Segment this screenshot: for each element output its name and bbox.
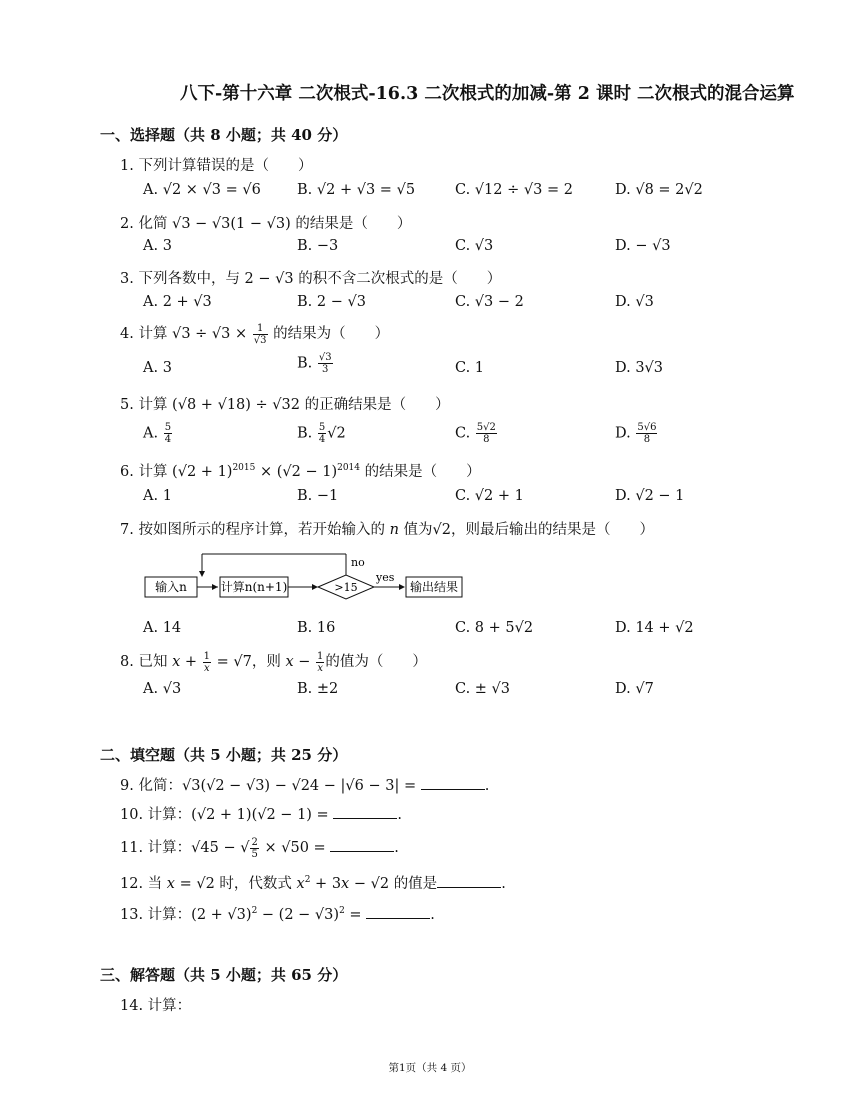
q2-option-c: C. √3	[455, 238, 494, 254]
q7-option-a: A. 14	[143, 620, 182, 636]
q1-option-a: A. √2 × √3 = √6	[143, 182, 261, 198]
page-title: 八下-第十六章 二次根式-16.3 二次根式的加减-第 2 课时 二次根式的混合运算	[180, 84, 795, 104]
q3-option-c: C. √3 − 2	[455, 294, 524, 310]
question-6: 6. 计算 $(√2 + 1)^{2015} \times (√2 - 1)^{2014}$ 的结果是（ ）	[120, 463, 481, 480]
question-10: 10. 计算：(√2 + 1)(√2 − 1) = .	[120, 807, 402, 823]
page-footer: 第1页（共 4 页）	[388, 1062, 472, 1074]
section-fill: 二、填空题（共 5 小题；共 25 分）	[100, 746, 348, 764]
q3-option-a: A. 2 + √3	[143, 294, 212, 310]
question-5: 5. 计算 (√8 + √18) ÷ √32 的正确结果是（ ）	[120, 397, 450, 413]
answer-blank-10[interactable]	[333, 818, 397, 819]
section-answer: 三、解答题（共 5 小题；共 65 分）	[100, 966, 348, 984]
question-8: 8. 已知 x + $\frac{1}{x}$ = √7，则 x − $\frac{1}{x}$ 的值为（ ）	[120, 650, 427, 674]
q7-option-c: C. 8 + 5√2	[455, 620, 534, 636]
q4-option-b: B. $\frac{√3}{3}$	[297, 352, 332, 375]
q1-option-c: C. √12 ÷ √3 = 2	[455, 182, 573, 198]
answer-blank-9[interactable]	[421, 789, 485, 790]
question-7: 7. 按如图所示的程序计算，若开始输入的 n 值为√2，则最后输出的结果是（ ）	[120, 522, 654, 538]
question-9: 9. 化简：√3(√2 − √3) − √24 − |√6 − 3| = .	[120, 778, 490, 794]
q7-option-b: B. 16	[297, 620, 336, 636]
q1-option-d: D. √8 = 2√2	[615, 182, 703, 198]
q7-option-d: D. 14 + √2	[615, 620, 694, 636]
q5-option-d: D. $\frac{5√6}{8}$	[615, 422, 657, 445]
question-12: 12. 当 x = √2 时，代数式 $x^2 + 3x - √2$ 的值是 .	[120, 875, 506, 892]
q6-option-d: D. √2 − 1	[615, 488, 685, 504]
q8-option-a: A. √3	[143, 681, 182, 697]
question-3: 3. 下列各数中，与 2 − √3 的积不含二次根式的是（ ）	[120, 271, 502, 287]
question-14: 14. 计算：	[120, 998, 192, 1014]
flow-input-text: 输入n	[155, 580, 187, 594]
q8-option-d: D. √7	[615, 681, 654, 697]
question-11: 11. 计算：√45 − √ $\frac{2}{5}$ × √50 = .	[120, 836, 399, 860]
q2-option-a: A. 3	[143, 238, 172, 254]
question-4: 4. 计算 √3 ÷ √3 × $\frac{1}{√3}$ 的结果为（ ）	[120, 322, 390, 346]
q5-option-c: C. $\frac{5√2}{8}$	[455, 422, 496, 445]
program-flowchart	[140, 548, 470, 610]
question-13: 13. 计算：$(2 + √3)^2 - (2 - √3)^2$ = .	[120, 906, 435, 923]
q6-option-b: B. −1	[297, 488, 339, 504]
flow-condition-text: >15	[334, 581, 358, 594]
answer-blank-13[interactable]	[366, 918, 430, 919]
flow-yes-label: yes	[376, 571, 395, 584]
q4-option-d: D. 3√3	[615, 360, 664, 376]
question-1: 1. 下列计算错误的是（ ）	[120, 158, 313, 174]
flow-compute-text: 计算n(n+1)	[220, 580, 288, 594]
q2-option-d: D. − √3	[615, 238, 671, 254]
q2-option-b: B. −3	[297, 238, 339, 254]
q3-option-d: D. √3	[615, 294, 654, 310]
q6-option-a: A. 1	[143, 488, 172, 504]
q8-option-b: B. ±2	[297, 681, 339, 697]
q4-option-a: A. 3	[143, 360, 172, 376]
q1-option-b: B. √2 + √3 = √5	[297, 182, 416, 198]
flow-output-text: 输出结果	[409, 580, 459, 594]
flow-no-label: no	[351, 556, 365, 569]
answer-blank-12[interactable]	[437, 887, 501, 888]
q5-option-b: B. $\frac{5}{4}$ √2	[297, 422, 346, 445]
q4-option-c: C. 1	[455, 360, 485, 376]
q6-option-c: C. √2 + 1	[455, 488, 524, 504]
section-choice: 一、选择题（共 8 小题；共 40 分）	[100, 126, 348, 144]
q8-option-c: C. ± √3	[455, 681, 511, 697]
q5-option-a: A. $\frac{5}{4}$	[143, 422, 172, 445]
question-2: 2. 化简 √3 − √3(1 − √3) 的结果是（ ）	[120, 216, 412, 232]
answer-blank-11[interactable]	[330, 851, 394, 852]
q3-option-b: B. 2 − √3	[297, 294, 366, 310]
